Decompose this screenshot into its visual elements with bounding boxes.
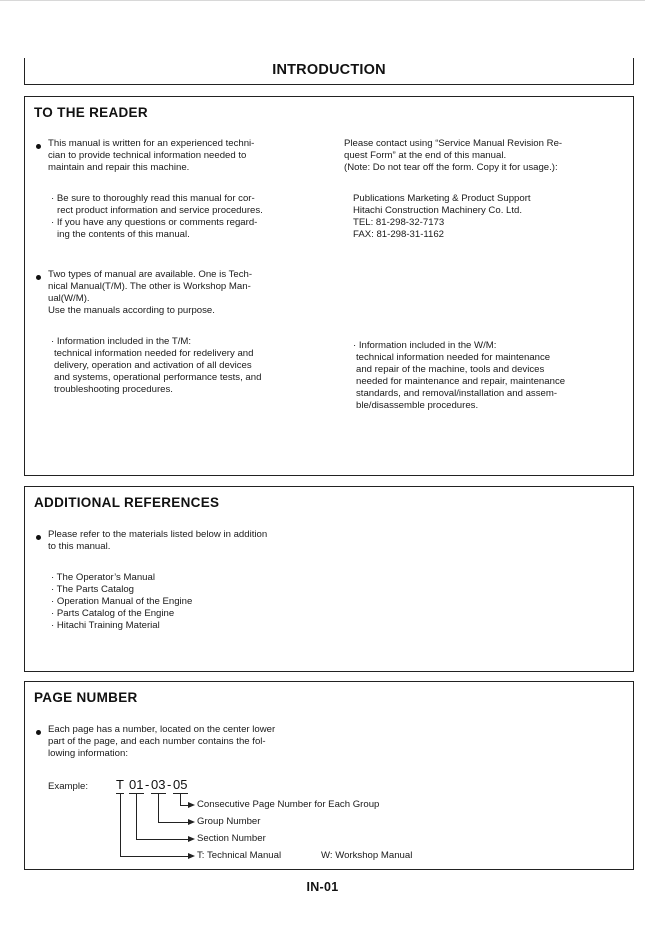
code-sep: - bbox=[145, 777, 150, 792]
connector-line bbox=[180, 805, 188, 806]
connector-line bbox=[120, 856, 188, 857]
code-group: 03 bbox=[151, 777, 166, 792]
connector-line bbox=[120, 793, 121, 857]
refs-item: · The Parts Catalog bbox=[51, 584, 135, 595]
reader-s3-line5: troubleshooting procedures. bbox=[54, 384, 173, 395]
connector-line bbox=[158, 793, 159, 823]
reader-s2-line1: · If you have any questions or comments regard- bbox=[51, 217, 258, 228]
connector-line bbox=[136, 839, 188, 840]
label-technical-manual: T: Technical Manual bbox=[197, 850, 282, 861]
arrow-icon bbox=[188, 836, 195, 842]
reader-p2-line1: Two types of manual are available. One is Tech- bbox=[48, 269, 253, 280]
reader-p1-line3: maintain and repair this machine. bbox=[48, 162, 190, 173]
reader-s4-line5: standards, and removal/installation and assem- bbox=[356, 388, 558, 399]
refs-item: · Parts Catalog of the Engine bbox=[51, 608, 175, 619]
reader-p2-line4: Use the manuals according to purpose. bbox=[48, 305, 215, 316]
top-rule bbox=[0, 0, 645, 1]
reader-s4-line4: needed for maintenance and repair, maintenance bbox=[356, 376, 566, 387]
reader-p1-line2: cian to provide technical information needed to bbox=[48, 150, 247, 161]
arrow-icon bbox=[188, 853, 195, 859]
code-section: 01 bbox=[129, 777, 144, 792]
code-sep: - bbox=[167, 777, 172, 792]
refs-item: · Operation Manual of the Engine bbox=[51, 596, 193, 607]
refs-intro-line1: Please refer to the materials listed below in addition bbox=[48, 529, 268, 540]
reader-s3-line2: technical information needed for redelivery and bbox=[54, 348, 254, 359]
section-page-number bbox=[24, 681, 634, 870]
reader-s4-line3: and repair of the machine, tools and devices bbox=[356, 364, 545, 375]
page-footer-id: IN-01 bbox=[306, 880, 339, 894]
reader-right-p1-line2: quest Form” at the end of this manual. bbox=[344, 150, 507, 161]
bullet-dot bbox=[36, 275, 41, 280]
section-title-refs: ADDITIONAL REFERENCES bbox=[34, 495, 220, 510]
reader-s3-line1: · Information included in the T/M: bbox=[51, 336, 192, 347]
label-group-number: Group Number bbox=[197, 816, 261, 827]
intro-header-box bbox=[24, 58, 634, 85]
bullet-dot bbox=[36, 144, 41, 149]
connector-line bbox=[136, 793, 137, 840]
reader-s4-line1: · Information included in the W/M: bbox=[353, 340, 497, 351]
reader-p2-line3: ual(W/M). bbox=[48, 293, 90, 304]
reader-p2-line2: nical Manual(T/M). The other is Workshop Man- bbox=[48, 281, 251, 292]
reader-s3-line3: delivery, operation and activation of all devices bbox=[54, 360, 252, 371]
section-additional-references bbox=[24, 486, 634, 672]
section-title-pagenum: PAGE NUMBER bbox=[34, 690, 138, 705]
reader-s1-line2: rect product information and service procedures. bbox=[57, 205, 263, 216]
reader-s3-line4: and systems, operational performance tests, and bbox=[54, 372, 262, 383]
contact-tel: TEL: 81-298-32-7173 bbox=[353, 217, 445, 228]
label-page-number: Consecutive Page Number for Each Group bbox=[197, 799, 380, 810]
section-to-the-reader bbox=[24, 96, 634, 476]
code-manual-letter: T bbox=[116, 777, 124, 792]
refs-item: · Hitachi Training Material bbox=[51, 620, 160, 631]
reader-s2-line2: ing the contents of this manual. bbox=[57, 229, 190, 240]
connector-line bbox=[158, 822, 188, 823]
label-section-number: Section Number bbox=[197, 833, 266, 844]
contact-fax: FAX: 81-298-31-1162 bbox=[353, 229, 445, 240]
page-title: INTRODUCTION bbox=[272, 62, 386, 78]
label-workshop-manual: W: Workshop Manual bbox=[321, 850, 413, 861]
bullet-dot bbox=[36, 535, 41, 540]
reader-right-p1-line1: Please contact using “Service Manual Revision Re- bbox=[344, 138, 563, 149]
arrow-icon bbox=[188, 819, 195, 825]
reader-s4-line2: technical information needed for maintenance bbox=[356, 352, 551, 363]
reader-s4-line6: ble/disassemble procedures. bbox=[356, 400, 479, 411]
reader-s1-line1: · Be sure to thoroughly read this manual for cor- bbox=[51, 193, 255, 204]
contact-line1: Publications Marketing & Product Support bbox=[353, 193, 531, 204]
reader-p1-line1: This manual is written for an experienced techni- bbox=[48, 138, 255, 149]
pagenum-intro-line1: Each page has a number, located on the center lower bbox=[48, 724, 276, 735]
code-page: 05 bbox=[173, 777, 188, 792]
section-title-reader: TO THE READER bbox=[34, 105, 148, 120]
example-label: Example: bbox=[48, 781, 88, 792]
refs-item: · The Operator’s Manual bbox=[51, 572, 155, 583]
reader-right-p1-line3: (Note: Do not tear off the form. Copy it for usage.): bbox=[344, 162, 558, 173]
pagenum-intro-line2: part of the page, and each number contains the fol- bbox=[48, 736, 266, 747]
bullet-dot bbox=[36, 730, 41, 735]
contact-line2: Hitachi Construction Machinery Co. Ltd. bbox=[353, 205, 523, 216]
refs-intro-line2: to this manual. bbox=[48, 541, 111, 552]
arrow-icon bbox=[188, 802, 195, 808]
pagenum-intro-line3: lowing information: bbox=[48, 748, 128, 759]
